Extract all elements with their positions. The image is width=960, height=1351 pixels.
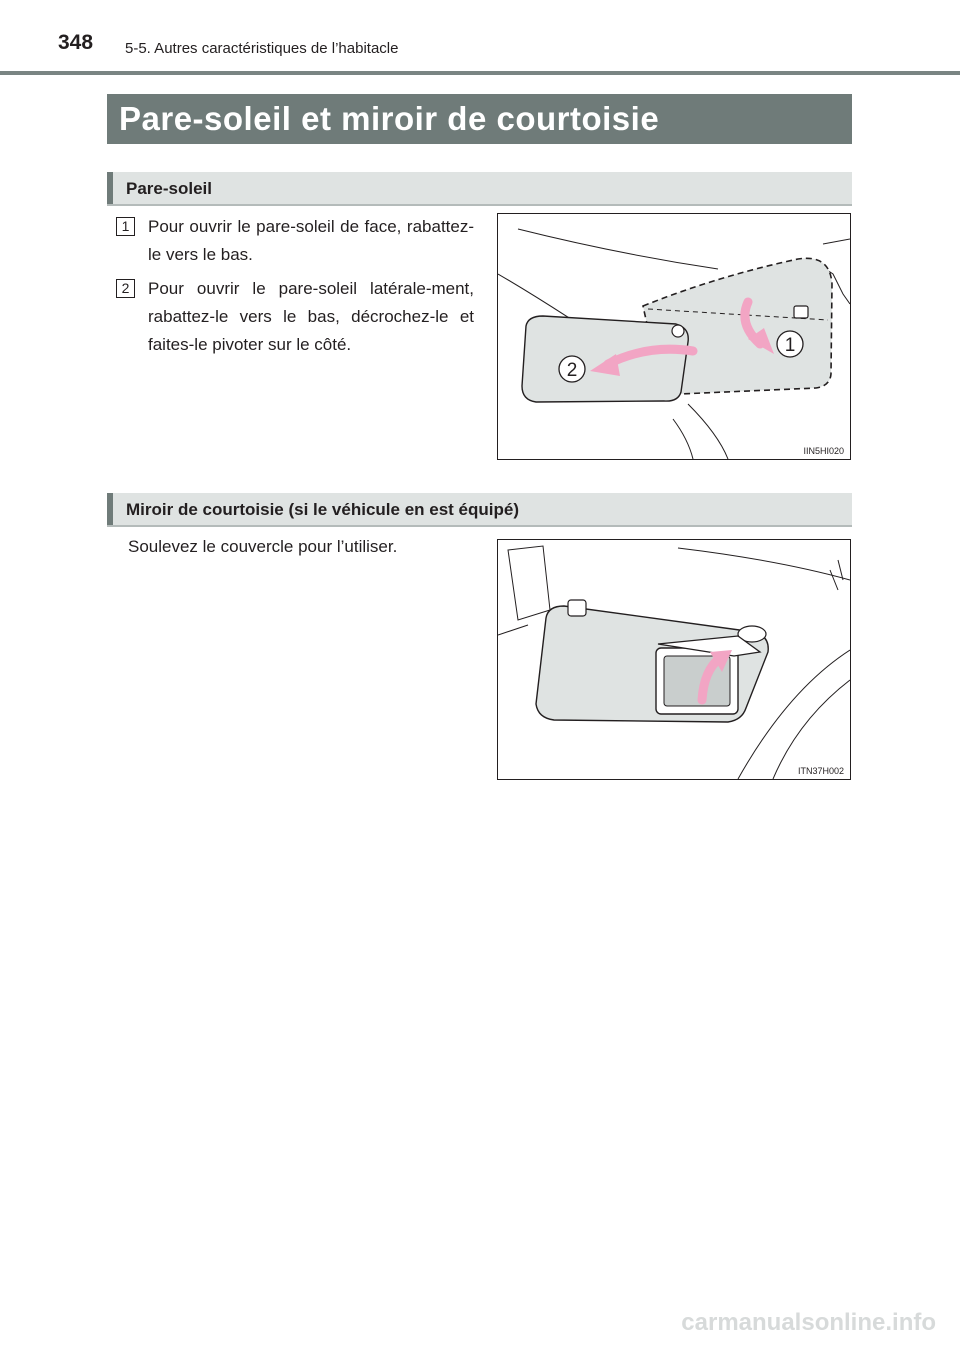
list-item-1 [116,213,474,269]
sun-visor-illustration [498,214,850,459]
header-rule [0,71,960,75]
figure-code: ITN37H002 [797,766,844,776]
svg-text:1: 1 [784,335,796,356]
vanity-mirror-illustration [498,540,850,779]
section-heading-label: Pare-soleil [126,179,212,198]
page-number: 348 [58,31,94,54]
step-text: Pour ouvrir le pare-soleil de face, rabattez-le vers le bas. [148,217,474,264]
figure-sun-visor [497,213,851,460]
figure-code: IIN5HI020 [803,446,844,456]
main-title-bar [107,94,852,144]
section-accent [107,493,113,525]
svg-text:2: 2 [566,360,578,381]
list-item-2 [116,275,474,359]
section-accent [107,172,113,204]
footer-watermark: carmanualsonline.info [681,1309,936,1336]
figure-vanity-mirror [497,539,851,780]
running-header: 5-5. Autres caractéristiques de l’habitacle [125,40,399,57]
page-title: Pare-soleil et miroir de courtoisie [119,100,660,137]
section-heading-vanity-mirror [107,493,852,527]
section-heading-label: Miroir de courtoisie (si le véhicule en est équipé) [126,500,519,519]
section-heading-sun-visor [107,172,852,206]
step-text: Pour ouvrir le pare-soleil latérale-ment, rabattez-le vers le bas, décrochez-le et faites-le pivoter sur le côté. [148,279,474,354]
step-number-box: 2 [116,279,135,298]
step-number-box: 1 [116,217,135,236]
vanity-mirror-text: Soulevez le couvercle pour l’utiliser. [128,537,398,556]
